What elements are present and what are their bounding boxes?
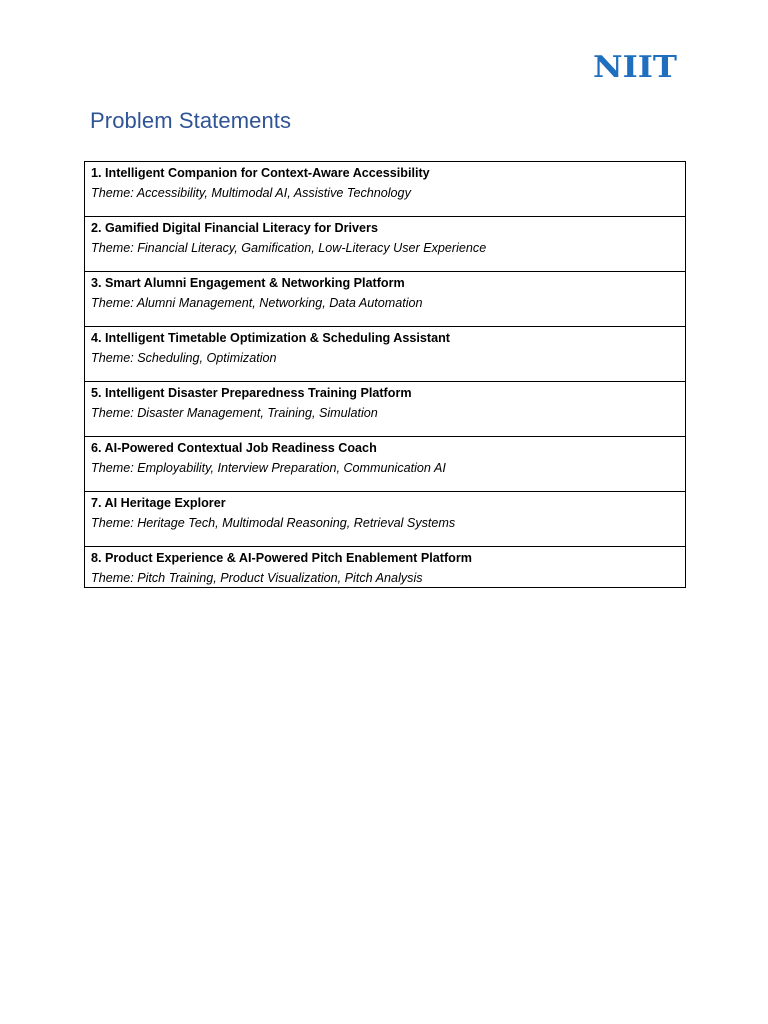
statement-theme: Theme: Employability, Interview Preparation, Communication AI bbox=[91, 461, 446, 475]
problem-statements-table bbox=[84, 161, 686, 588]
statement-title: 3. Smart Alumni Engagement & Networking Platform bbox=[91, 276, 405, 290]
niit-logo bbox=[592, 50, 678, 80]
statement-theme: Theme: Heritage Tech, Multimodal Reasoning, Retrieval Systems bbox=[91, 516, 456, 530]
statement-cell bbox=[85, 272, 686, 327]
table-row bbox=[85, 492, 686, 547]
table-row bbox=[85, 162, 686, 217]
statement-title: 2. Gamified Digital Financial Literacy for Drivers bbox=[91, 221, 378, 235]
statement-title: 1. Intelligent Companion for Context-Aware Accessibility bbox=[91, 166, 430, 180]
statement-cell bbox=[85, 162, 686, 217]
statement-title: 5. Intelligent Disaster Preparedness Training Platform bbox=[91, 386, 412, 400]
statement-cell bbox=[85, 492, 686, 547]
statement-cell bbox=[85, 547, 686, 588]
statement-cell bbox=[85, 327, 686, 382]
table-row bbox=[85, 217, 686, 272]
statement-title: 4. Intelligent Timetable Optimization & Scheduling Assistant bbox=[91, 331, 450, 345]
table-row bbox=[85, 327, 686, 382]
table-row bbox=[85, 382, 686, 437]
statement-theme: Theme: Financial Literacy, Gamification, Low-Literacy User Experience bbox=[91, 241, 487, 255]
table-row bbox=[85, 547, 686, 588]
statement-title: 6. AI-Powered Contextual Job Readiness Coach bbox=[91, 441, 377, 455]
statement-cell bbox=[85, 437, 686, 492]
statement-theme: Theme: Accessibility, Multimodal AI, Assistive Technology bbox=[91, 186, 411, 200]
statement-theme: Theme: Pitch Training, Product Visualization, Pitch Analysis bbox=[91, 571, 423, 585]
statement-theme: Theme: Scheduling, Optimization bbox=[91, 351, 277, 365]
statement-title: 8. Product Experience & AI-Powered Pitch Enablement Platform bbox=[91, 551, 472, 565]
table-row bbox=[85, 437, 686, 492]
statement-theme: Theme: Alumni Management, Networking, Data Automation bbox=[91, 296, 423, 310]
statement-cell bbox=[85, 217, 686, 272]
statement-cell bbox=[85, 382, 686, 437]
statement-title: 7. AI Heritage Explorer bbox=[91, 496, 226, 510]
niit-logo-text: NIIT bbox=[593, 50, 678, 80]
table-row bbox=[85, 272, 686, 327]
page-title: Problem Statements bbox=[90, 108, 292, 133]
statement-theme: Theme: Disaster Management, Training, Simulation bbox=[91, 406, 378, 420]
